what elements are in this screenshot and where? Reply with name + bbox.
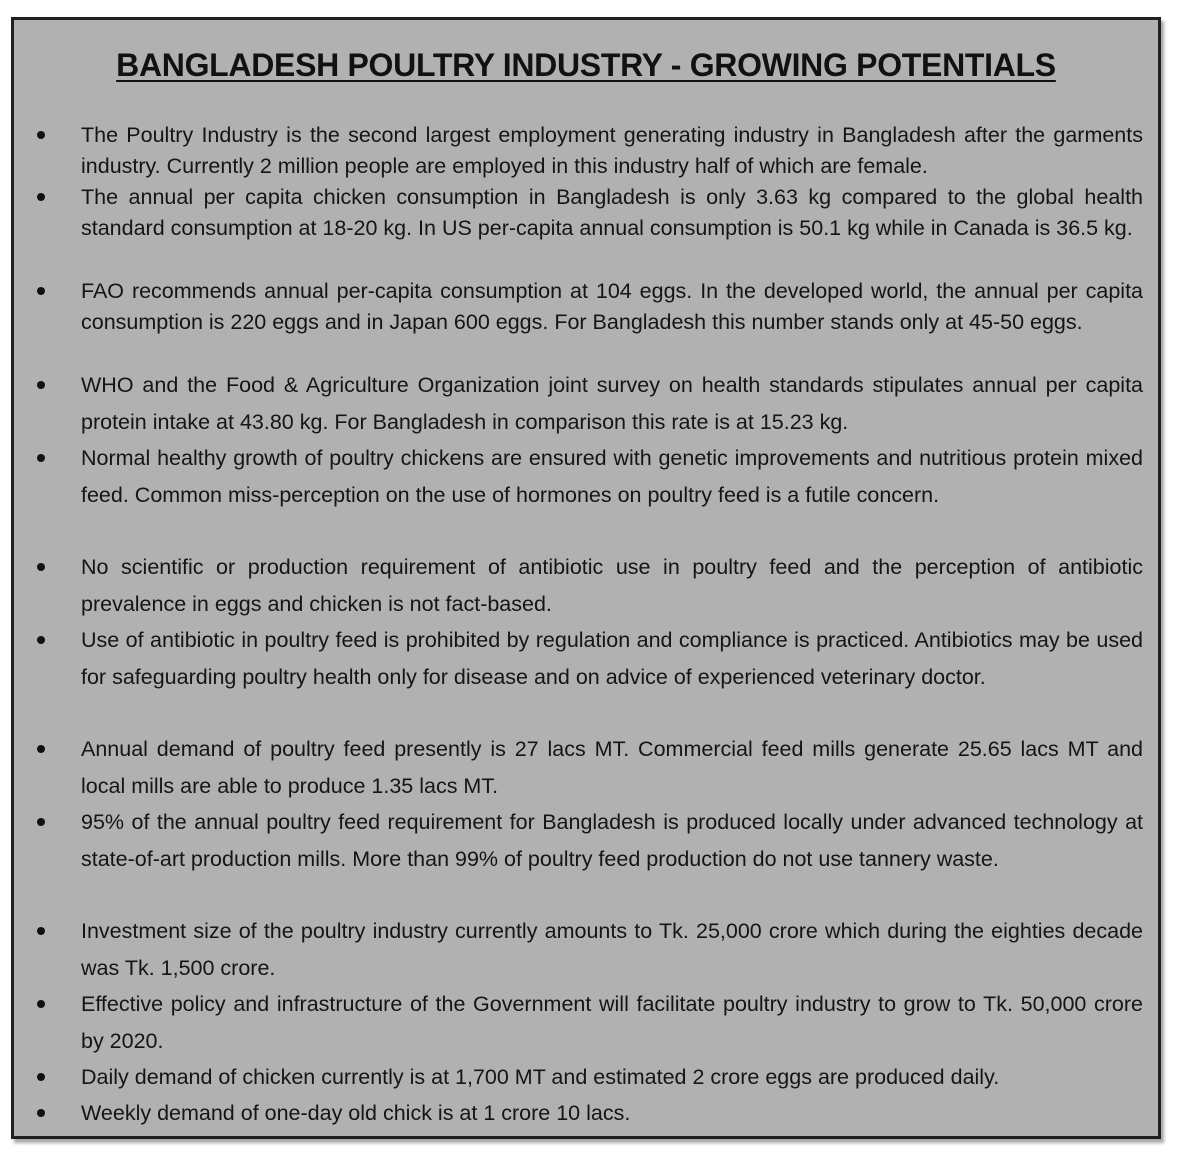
list-item xyxy=(81,1059,1143,1096)
info-panel xyxy=(11,17,1161,1139)
list-item-text: 95% of the annual poultry feed requirement for Bangladesh is produced locally under advanced technology at state-of-art production mills. More than 99% of poultry feed production do not use tannery waste. xyxy=(81,810,1143,871)
list-item xyxy=(81,120,1143,182)
bullet-icon xyxy=(37,563,45,571)
bullet-icon xyxy=(37,287,45,295)
list-item-text: Weekly demand of one-day old chick is at 1 crore 10 lacs. xyxy=(81,1101,631,1125)
list-item-text: The annual per capita chicken consumption in Bangladesh is only 3.63 kg compared to the global health standard consumption at 18-20 kg. In US per-capita annual consumption is 50.1 kg while in Canada is 36.5 kg. xyxy=(81,185,1143,240)
list-item-text: Effective policy and infrastructure of the Government will facilitate poultry industry to grow to Tk. 50,000 crore by 2020. xyxy=(81,992,1143,1053)
list-item xyxy=(81,549,1143,622)
bullet-icon xyxy=(37,636,45,644)
list-item xyxy=(81,276,1143,338)
list-item-text: Investment size of the poultry industry currently amounts to Tk. 25,000 crore which during the eighties decade was Tk. 1,500 crore. xyxy=(81,919,1143,980)
list-item xyxy=(81,731,1143,804)
list-item xyxy=(81,367,1143,440)
list-item-text: Annual demand of poultry feed presently is 27 lacs MT. Commercial feed mills generate 25.65 lacs MT and local mills are able to produce 1.35 lacs MT. xyxy=(81,737,1143,798)
list-item xyxy=(81,1095,1143,1132)
bullet-icon xyxy=(37,818,45,826)
list-item-text: No scientific or production requirement of antibiotic use in poultry feed and the perception of antibiotic prevalence in eggs and chicken is not fact-based. xyxy=(81,555,1143,616)
bullet-icon xyxy=(37,927,45,935)
list-item xyxy=(81,913,1143,986)
page-title: BANGLADESH POULTRY INDUSTRY - GROWING POTENTIALS xyxy=(116,47,1056,83)
list-item-text: Use of antibiotic in poultry feed is prohibited by regulation and compliance is practiced. Antibiotics may be used for safeguarding poultry health only for disease and on advice of experienced veterinary doctor. xyxy=(81,628,1143,689)
bullet-icon xyxy=(37,1109,45,1117)
bullet-icon xyxy=(37,381,45,389)
bullet-icon xyxy=(37,131,45,139)
list-item-text: WHO and the Food & Agriculture Organization joint survey on health standards stipulates annual per capita protein intake at 43.80 kg. For Bangladesh in comparison this rate is at 15.23 kg. xyxy=(81,373,1143,434)
bullet-icon xyxy=(37,454,45,462)
list-item xyxy=(81,182,1143,244)
bullet-list xyxy=(14,20,1158,1136)
list-item-text: Normal healthy growth of poultry chickens are ensured with genetic improvements and nutritious protein mixed feed. Common miss-perception on the use of hormones on poultry feed is a futile concern. xyxy=(81,446,1143,507)
bullet-icon xyxy=(37,1000,45,1008)
bullet-icon xyxy=(37,1073,45,1081)
list-item xyxy=(81,804,1143,877)
list-item-text: The Poultry Industry is the second largest employment generating industry in Bangladesh after the garments industry. Currently 2 million people are employed in this industry half of which are female. xyxy=(81,123,1143,178)
list-item-text: Daily demand of chicken currently is at 1,700 MT and estimated 2 crore eggs are produced daily. xyxy=(81,1065,1000,1089)
bullet-icon xyxy=(37,745,45,753)
list-item xyxy=(81,986,1143,1059)
list-item xyxy=(81,440,1143,513)
list-item-text: FAO recommends annual per-capita consumption at 104 eggs. In the developed world, the annual per capita consumption is 220 eggs and in Japan 600 eggs. For Bangladesh this number stands only at 45-50 eggs. xyxy=(81,279,1143,334)
bullet-icon xyxy=(37,193,45,201)
list-item xyxy=(81,622,1143,695)
